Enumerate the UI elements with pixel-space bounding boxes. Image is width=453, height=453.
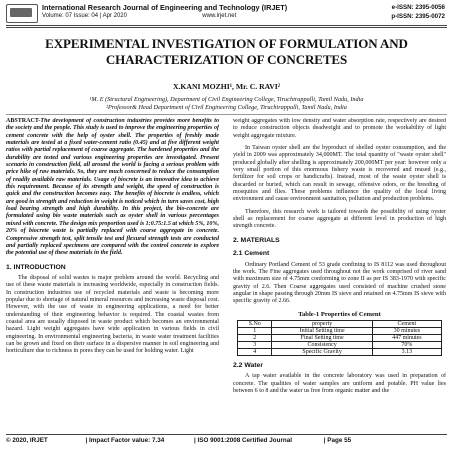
affiliation-1: ¹M. E (Structural Engineering), Department of Civil Engineering College, Tiruchirappalli, Tamil Nadu, India	[89, 96, 364, 103]
table-cell: 3	[238, 341, 272, 348]
paragraph-lightweight-aggregates: weight aggregates with low density and water absorption rate, respectively are desired to reduce construction objects deadweight and to promote the workability of light weight aggregate mixture.	[233, 118, 446, 139]
issn-block	[391, 3, 445, 21]
table-cell: Specific Gravity	[272, 348, 372, 355]
table-header-cell: Cement	[372, 320, 441, 327]
affiliation-2: ²Professor& Head Department of Civil Engineering College, Tiruchirappalli, Tamil Nadu, India	[106, 103, 347, 111]
copyright: © 2020, IRJET	[6, 437, 48, 444]
section-heading-materials: 2. MATERIALS	[233, 236, 280, 244]
abstract	[6, 118, 219, 258]
irjet-logo-icon	[6, 4, 38, 23]
paper-title: EXPERIMENTAL INVESTIGATION OF FORMULATION AND CHARACTERIZATION OF CONCRETES	[45, 36, 408, 67]
paragraph-research-focus: Therefore, this research work is tailored towards the possibility of using oyster shell as replacement for coarse aggregate at different level in production of high strength concrete.	[233, 208, 446, 230]
table-cell: Final Setting time	[272, 334, 372, 341]
footer-rule	[6, 434, 447, 435]
table-header-row	[238, 320, 442, 327]
volume-text: Volume: 07 Issue: 04 | Apr 2020	[42, 13, 127, 19]
page-number: Page 55	[327, 437, 352, 444]
table-cell: 3.13	[372, 348, 441, 355]
table-cell: Consistency	[272, 341, 372, 348]
paragraph-taiwan-oyster-shell: In Taiwan oyster shell are the byproduct of shelled oyster consumption, and the yield in 2009 was approximately 34,000MT. The total quantity of "waste oyster shell" produced globally after shelling is approximately 200,000MT per year: however only a very small portion of this enormous fishery waste is recovered and reused (e.g., fertilizer for soil crops or handicrafts). Instead, most of the waste oyster shell is discarded or buried, which can result in sewage, offensive odors, or the breeding of mosquitos and flies. These problems influence the quality of the local living environment and cause environment sanitation, pollution and production problems.	[233, 145, 446, 203]
website-link[interactable]: www.irjet.net	[202, 13, 237, 19]
cement-properties-table	[237, 320, 442, 356]
introduction-paragraph: The disposal of solid wastes is major problem around the world. Recycling and use of these waste materials is increasing worldwide, especially in construction fields. In construction industries use of recycled materials and waste is becoming more popular due to shortage of natural mineral resources and increasing waste disposal cost. However, with the use of waste in engineering applications, a need for better understanding of their engineering behavior is required. The coastal wastes from coastal area are usually disposed in waste product which becomes an environmental hazard. Light weight aggregates have wide application in various fields in civil engineering. In environmental engineering bacteria, in waste water treatment facilities can be grown and fixed on their surface in a dispersive manner in soil engineering and horticulture due to richness in pores they can be used for holding water. Light	[6, 274, 219, 355]
table-row	[238, 341, 442, 348]
section-heading-cement: 2.1 Cement	[233, 250, 270, 258]
p-issn: p-ISSN: 2395-0072	[391, 13, 445, 20]
cement-paragraph: Ordinary Portland Cement of 53 grade confining to IS 8112 was used throughout the work. The Fine aggregates used throughout not the work comprised of river sand with maximum size of 4.75mm conforming to zone II as per IS 383-1970 with specific gravity of 2.6. Then Coarse aggregates used consisted of machine crushed stone angular in shape passing through 20mm IS sieve and retained on 4.75mm IS sieve with specific gravity of 2.66.	[233, 261, 446, 305]
impact-factor: Impact Factor value: 7.34	[89, 437, 165, 444]
table-row	[238, 327, 442, 334]
right-column	[233, 118, 446, 432]
table-header-cell: property	[272, 320, 372, 327]
journal-name: International Research Journal of Engineering and Technology (IRJET)	[42, 3, 288, 12]
table-cell: 4	[238, 348, 272, 355]
table-cell: 1	[238, 327, 272, 334]
table-cell: 2	[238, 334, 272, 341]
paper-authors: X.KANI MOZHI¹, Mr. C. RAVI²	[172, 82, 281, 91]
table-header-cell: S.No	[238, 320, 272, 327]
header-rule	[6, 25, 447, 26]
section-heading-introduction: 1. INTRODUCTION	[6, 263, 66, 271]
table-cell: 70%	[372, 341, 441, 348]
left-column	[6, 118, 219, 432]
page-footer: © 2020, IRJET | Impact Factor value: 7.34 | ISO 9001:2008 Certified Journal | Page 55	[6, 437, 352, 444]
table-cell: 30 minutes	[372, 327, 441, 334]
water-paragraph: A tap water available in the concrete laboratory was used in preparation of concrete. The qualities of water samples are uniform and potable. PH value lies between 6 to 8 and the water us free from organic matter and the	[233, 373, 446, 394]
table-cell: 447 minutes	[372, 334, 441, 341]
header-rule-secondary	[6, 27, 447, 28]
author-affiliations	[30, 96, 423, 111]
journal-header	[6, 3, 447, 23]
table-cell: Initial Setting time	[272, 327, 372, 334]
table-caption: Table-1 Properties of Cement	[298, 310, 381, 318]
abstract-label: ABSTRACT-	[6, 118, 41, 124]
iso-certification: ISO 9001:2008 Certified Journal	[197, 437, 293, 444]
title-rule	[6, 114, 447, 115]
table-row	[238, 334, 442, 341]
e-issn: e-ISSN: 2395-0056	[391, 4, 445, 11]
abstract-text: The development of construction industries provides more benefits to the society and the people. This study is used to improve the engineering properties of cement concrete with the help of oyster shell. The properties of freshly made materials are tested at a fixed water-cement ratio (0.45) and at five different weight ratios with partial replacement of coarse aggregate. The hardened properties and the durability are tested and various engineering properties are investigated. Present scenario in construction field, all around the world is facing a serious problem with price hike of raw materials. So, they are much concerned to reduce the consumption of readily available raw materials. Usage of biocrete is an innovative idea to achieve this requirement. Because of its strength and weight, the speed of construction is quick and the construction becomes easy. The benefits of biocrete is endless, which are good in strength and reduction in weight is noticed which in turn saves cost, high load bearing strength and high durability. In this project, the bio-concrete are formulated using bio waste materials such as oyster shell in various percentages mixed with concrete. The design mix proportion used is 1:0.75:1.5 at which 5%, 10%, 20% of biocrete waste is partially replaced with coarse aggregate in concrete. Compressive strength test, split tensile test and flexural strength tests are conducted and partially replaced specimens are compared with the control concrete to explore the potential use of these materials in the field.	[6, 118, 219, 257]
volume-issue	[42, 13, 236, 19]
section-heading-water: 2.2 Water	[233, 361, 263, 369]
table-row	[238, 348, 442, 355]
